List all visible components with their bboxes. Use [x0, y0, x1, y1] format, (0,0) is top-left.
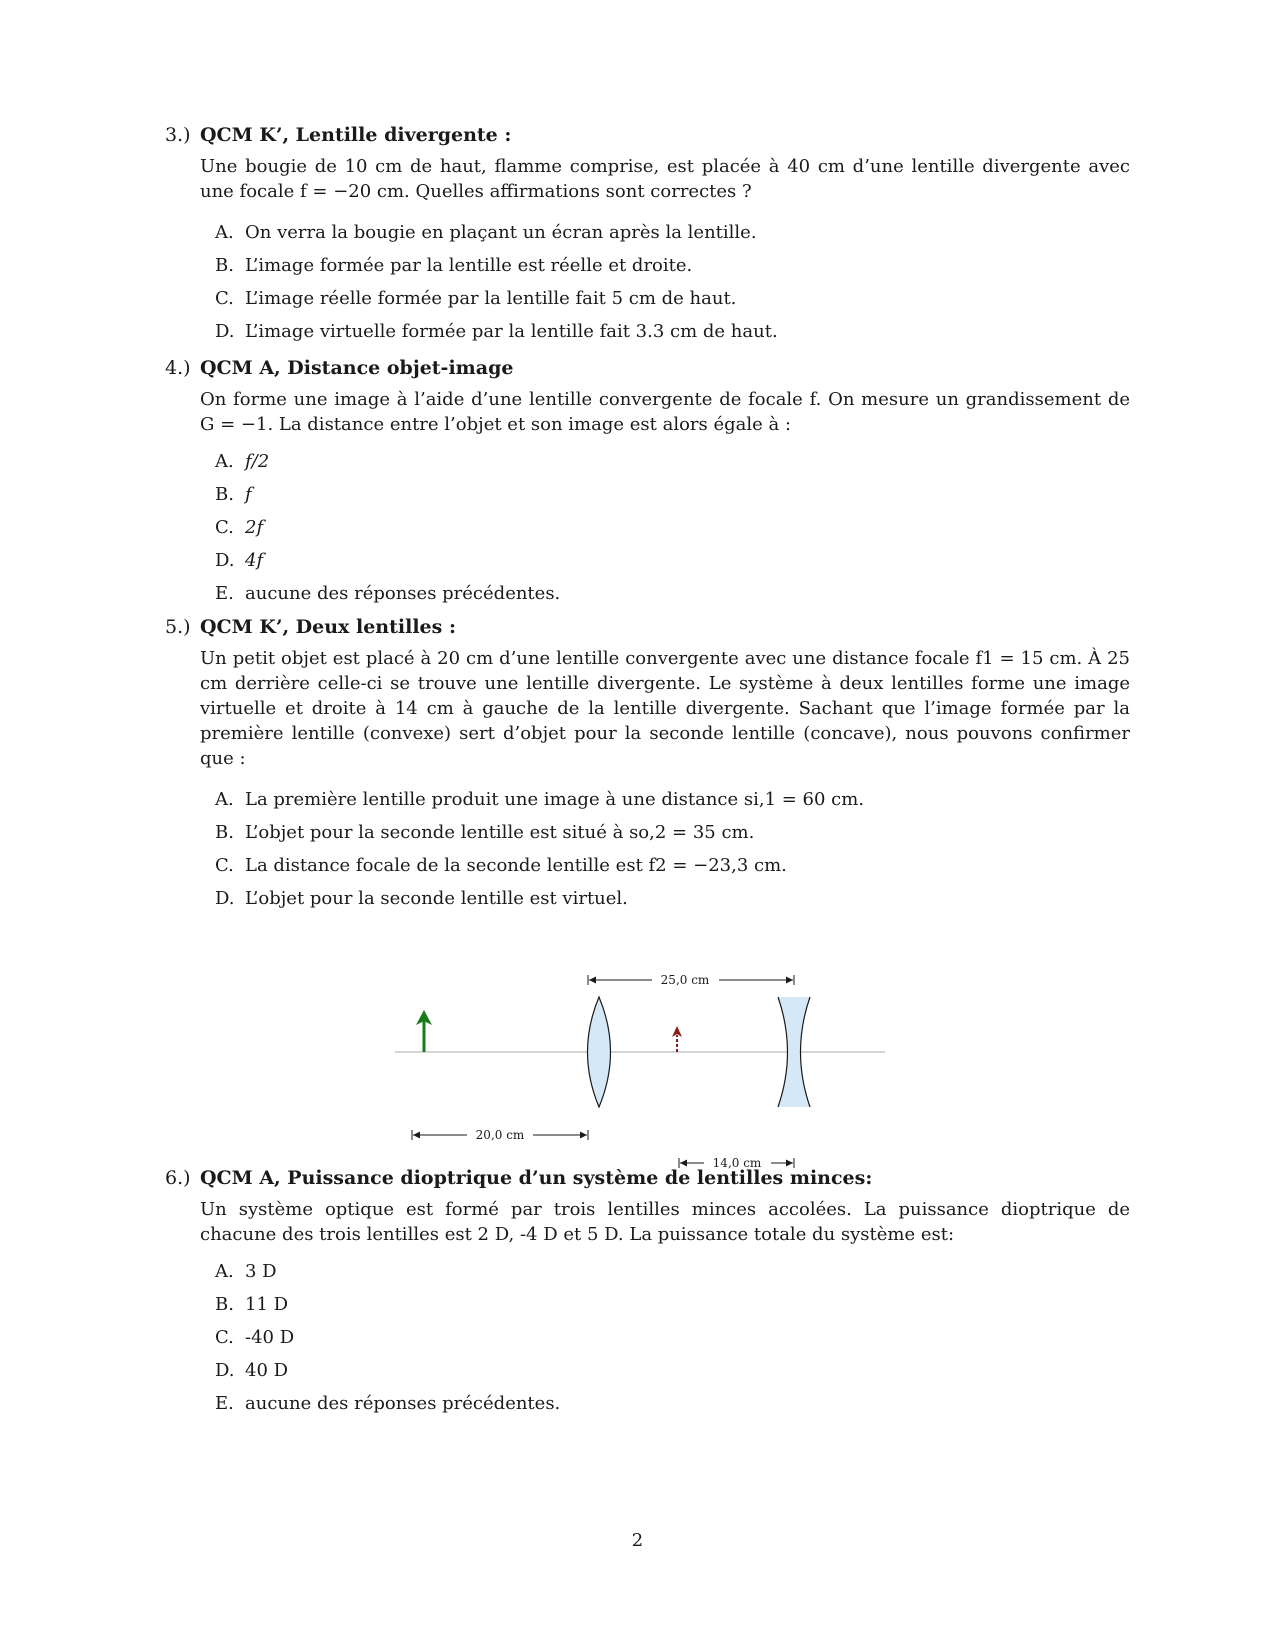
question-title: QCM A, Puissance dioptrique d’un système de lentilles minces:: [200, 1167, 873, 1189]
question-text: Un système optique est formé par trois lentilles minces accolées. La puissance dioptrique de chacune des trois lentilles est 2 D, -4 D et 5 D. La puissance totale du système est:: [200, 1199, 1130, 1245]
option-text: L’image réelle formée par la lentille fait 5 cm de haut.: [245, 288, 737, 309]
answer-option: [215, 282, 1130, 315]
answer-option: [215, 1288, 1130, 1321]
answer-option: [215, 577, 1130, 610]
option-text: f: [245, 484, 252, 505]
answer-option: [215, 1321, 1130, 1354]
option-text: 11 D: [245, 1294, 289, 1315]
option-letter: B.: [215, 822, 234, 843]
answer-options: [215, 445, 1130, 610]
question-text: Un petit objet est placé à 20 cm d’une lentille convergente avec une distance focale f1 = 15 cm. À 25 cm derrière celle-ci se trouve une lentille divergente. Le système à deux lentilles forme une image virtuelle et droite à 14 cm à gauche de la lentille divergente. Sachant que l’image formée par la première lentille (convexe) sert d’objet pour la seconde lentille (concave), nous pouvons confirmer que :: [200, 648, 1130, 769]
option-letter: D.: [215, 321, 235, 342]
option-letter: D.: [215, 888, 235, 909]
answer-option: [215, 511, 1130, 544]
dim-right-label: 14,0 cm: [712, 1156, 762, 1170]
option-letter: B.: [215, 484, 234, 505]
option-letter: B.: [215, 1294, 234, 1315]
option-text: 40 D: [245, 1360, 289, 1381]
dim-left-label: 20,0 cm: [475, 1128, 525, 1142]
answer-options: [215, 216, 1130, 348]
option-text: La première lentille produit une image à une distance si,1 = 60 cm.: [245, 789, 865, 810]
answer-option: [215, 816, 1130, 849]
option-text: -40 D: [245, 1327, 295, 1348]
option-letter: C.: [215, 855, 234, 876]
answer-option: [215, 882, 1130, 915]
answer-option: [215, 1354, 1130, 1387]
answer-option: [215, 544, 1130, 577]
question-6: [165, 1165, 1130, 1420]
answer-options: [215, 1255, 1130, 1420]
option-letter: A.: [215, 1261, 234, 1282]
question-title: QCM A, Distance objet-image: [200, 357, 514, 379]
question-header: [165, 355, 1130, 381]
answer-options: [215, 783, 1130, 915]
question-title: QCM K’, Deux lentilles :: [200, 616, 456, 638]
question-text: On forme une image à l’aide d’une lentille convergente de focale f. On mesure un grandissement de G = −1. La distance entre l’objet et son image est alors égale à :: [200, 389, 1130, 435]
question-title: QCM K’, Lentille divergente :: [200, 124, 512, 146]
option-text: L’image formée par la lentille est réelle et droite.: [245, 255, 693, 276]
option-letter: E.: [215, 1393, 234, 1414]
question-text: Une bougie de 10 cm de haut, flamme comprise, est placée à 40 cm d’une lentille divergente avec une focale f = −20 cm. Quelles affirmations sont correctes ?: [200, 156, 1130, 202]
question-header: [165, 1165, 1130, 1191]
option-letter: A.: [215, 451, 234, 472]
option-letter: C.: [215, 517, 234, 538]
option-letter: B.: [215, 255, 234, 276]
answer-option: [215, 783, 1130, 816]
option-text: 4f: [245, 550, 264, 571]
answer-option: [215, 849, 1130, 882]
option-text: L’objet pour la seconde lentille est situé à so,2 = 35 cm.: [245, 822, 755, 843]
option-text: L’objet pour la seconde lentille est virtuel.: [245, 888, 628, 909]
question-header: [165, 122, 1130, 148]
option-letter: C.: [215, 1327, 234, 1348]
option-text: La distance focale de la seconde lentille est f2 = −23,3 cm.: [245, 855, 787, 876]
option-text: 3 D: [245, 1261, 277, 1282]
option-text: f/2: [245, 451, 270, 472]
option-letter: A.: [215, 789, 234, 810]
question-number: 6.): [165, 1167, 191, 1189]
answer-option: [215, 1387, 1130, 1420]
two-lens-diagram: [395, 955, 885, 1180]
answer-option: [215, 1255, 1130, 1288]
converging-lens: [588, 997, 611, 1107]
option-letter: C.: [215, 288, 234, 309]
question-header: [165, 614, 1130, 640]
option-text: 2f: [245, 517, 264, 538]
option-text: On verra la bougie en plaçant un écran après la lentille.: [245, 222, 757, 243]
answer-option: [215, 249, 1130, 282]
question-5: [165, 614, 1130, 915]
option-text: aucune des réponses précédentes.: [245, 583, 561, 604]
option-letter: E.: [215, 583, 234, 604]
option-text: L’image virtuelle formée par la lentille fait 3.3 cm de haut.: [245, 321, 778, 342]
question-number: 4.): [165, 357, 191, 379]
page-number: 2: [631, 1530, 644, 1551]
question-4: [165, 355, 1130, 610]
answer-option: [215, 445, 1130, 478]
answer-option: [215, 315, 1130, 348]
option-letter: D.: [215, 550, 235, 571]
option-letter: D.: [215, 1360, 235, 1381]
option-letter: A.: [215, 222, 234, 243]
answer-option: [215, 216, 1130, 249]
dim-top-label: 25,0 cm: [660, 973, 710, 987]
option-text: aucune des réponses précédentes.: [245, 1393, 561, 1414]
question-number: 3.): [165, 124, 191, 146]
question-3: [165, 122, 1130, 348]
answer-option: [215, 478, 1130, 511]
question-number: 5.): [165, 616, 191, 638]
